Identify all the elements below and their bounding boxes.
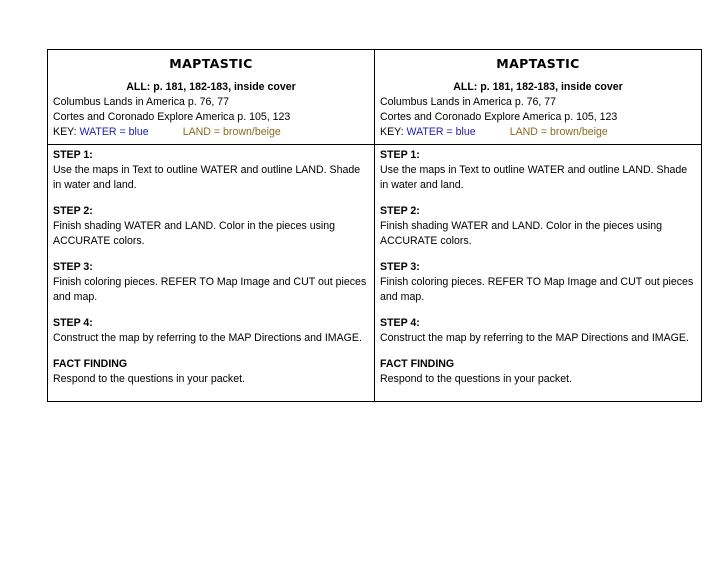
fact-finding: [380, 357, 696, 387]
step-title: STEP 4:: [53, 317, 93, 329]
step-title: STEP 4:: [380, 317, 420, 329]
step-title: STEP 2:: [53, 205, 93, 217]
steps-row: [48, 145, 702, 402]
reference-line: Cortes and Coronado Explore America p. 105, 123: [380, 111, 618, 123]
card-title: MAPTASTIC: [496, 56, 580, 71]
header-row: [48, 50, 702, 145]
maptastic-table: [47, 49, 702, 402]
step-3: [380, 260, 696, 305]
key-water: WATER = blue: [79, 126, 149, 138]
step-text: Respond to the questions in your packet.: [53, 373, 245, 385]
pages-line: ALL: p. 181, 182-183, inside cover: [126, 81, 296, 93]
step-title: FACT FINDING: [53, 358, 128, 370]
step-1: [380, 148, 696, 193]
step-text: Use the maps in Text to outline WATER and outline LAND. Shade in water and land.: [380, 164, 688, 191]
key-water: WATER = blue: [406, 126, 476, 138]
reference-line: Columbus Lands in America p. 76, 77: [53, 96, 230, 108]
key-land: LAND = brown/beige: [182, 126, 281, 138]
step-text: Finish shading WATER and LAND. Color in the pieces using ACCURATE colors.: [53, 220, 336, 247]
step-text: Respond to the questions in your packet.: [380, 373, 572, 385]
step-text: Finish coloring pieces. REFER TO Map Image and CUT out pieces and map.: [380, 276, 694, 303]
step-3: [53, 260, 369, 305]
step-4: [380, 316, 696, 346]
color-key: [380, 125, 696, 140]
step-2: [380, 204, 696, 249]
card-header-right: [375, 50, 702, 145]
fact-finding: [53, 357, 369, 387]
card-steps-left: [48, 145, 375, 402]
reference-line: Cortes and Coronado Explore America p. 105, 123: [53, 111, 291, 123]
step-text: Finish shading WATER and LAND. Color in the pieces using ACCURATE colors.: [380, 220, 663, 247]
step-title: STEP 3:: [380, 261, 420, 273]
card-title: MAPTASTIC: [169, 56, 253, 71]
step-title: STEP 2:: [380, 205, 420, 217]
pages-line: ALL: p. 181, 182-183, inside cover: [453, 81, 623, 93]
step-4: [53, 316, 369, 346]
step-text: Construct the map by referring to the MAP Directions and IMAGE.: [380, 332, 689, 344]
step-1: [53, 148, 369, 193]
key-land: LAND = brown/beige: [509, 126, 608, 138]
step-2: [53, 204, 369, 249]
step-title: STEP 1:: [53, 149, 93, 161]
card-steps-right: [375, 145, 702, 402]
step-title: STEP 1:: [380, 149, 420, 161]
card-header-left: [48, 50, 375, 145]
key-prefix: KEY:: [53, 126, 77, 138]
step-title: FACT FINDING: [380, 358, 455, 370]
color-key: [53, 125, 369, 140]
step-text: Finish coloring pieces. REFER TO Map Image and CUT out pieces and map.: [53, 276, 367, 303]
reference-line: Columbus Lands in America p. 76, 77: [380, 96, 557, 108]
key-prefix: KEY:: [380, 126, 404, 138]
step-title: STEP 3:: [53, 261, 93, 273]
step-text: Use the maps in Text to outline WATER and outline LAND. Shade in water and land.: [53, 164, 361, 191]
step-text: Construct the map by referring to the MAP Directions and IMAGE.: [53, 332, 362, 344]
